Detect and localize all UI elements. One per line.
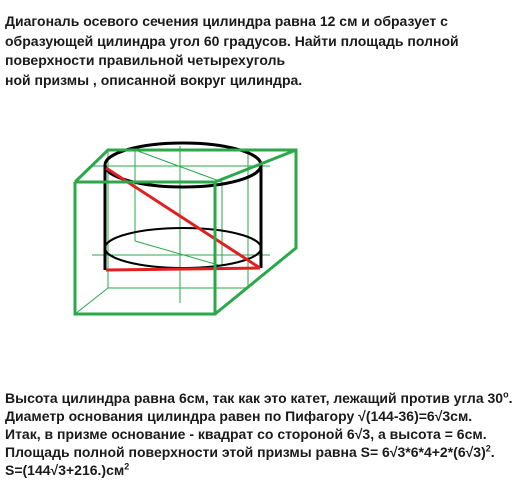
problem-line: образующей цилиндра угол 60 градусов. Найти площадь полной xyxy=(5,32,459,49)
cylinder xyxy=(105,143,261,270)
solution-line-text: Высота цилиндра равна 6см, так как это катет, лежащий против угла 30 xyxy=(5,390,504,406)
power-superscript: 2 xyxy=(124,461,130,472)
line-tail: . xyxy=(508,390,513,406)
solution-line-5 xyxy=(5,461,527,479)
solution-line-1 xyxy=(5,389,527,407)
solution-line-text: Площадь полной поверхности этой призмы равна S= 6√3*6*4+2*(6√3) xyxy=(5,444,486,460)
degree-superscript: о xyxy=(503,389,509,400)
problem-line: ной призмы , описанной вокруг цилиндра. xyxy=(5,71,303,88)
section-diameter xyxy=(106,268,260,270)
cylinder-bottom-ellipse xyxy=(105,228,261,268)
solution-line-3: Итак, в призме основание - квадрат со стороной 6√3, а высота = 6см. xyxy=(5,426,487,442)
power-superscript: 2 xyxy=(485,443,491,454)
line-tail: . xyxy=(490,444,495,460)
problem-line: поверхности правильной четырехуголь xyxy=(5,52,286,68)
solution-text xyxy=(5,389,527,479)
problem-line: Диагональ осевого сечения цилиндра равна 12 см и образует с xyxy=(5,13,448,29)
problem-statement xyxy=(5,12,525,90)
solution-line-text: S=(144√3+216.)см xyxy=(5,462,125,478)
cylinder-in-prism-figure xyxy=(60,130,320,320)
solution-line-2: Диаметр основания цилиндра равен по Пифагору √(144-36)=6√3см. xyxy=(5,408,473,424)
solution-line-4 xyxy=(5,443,527,461)
